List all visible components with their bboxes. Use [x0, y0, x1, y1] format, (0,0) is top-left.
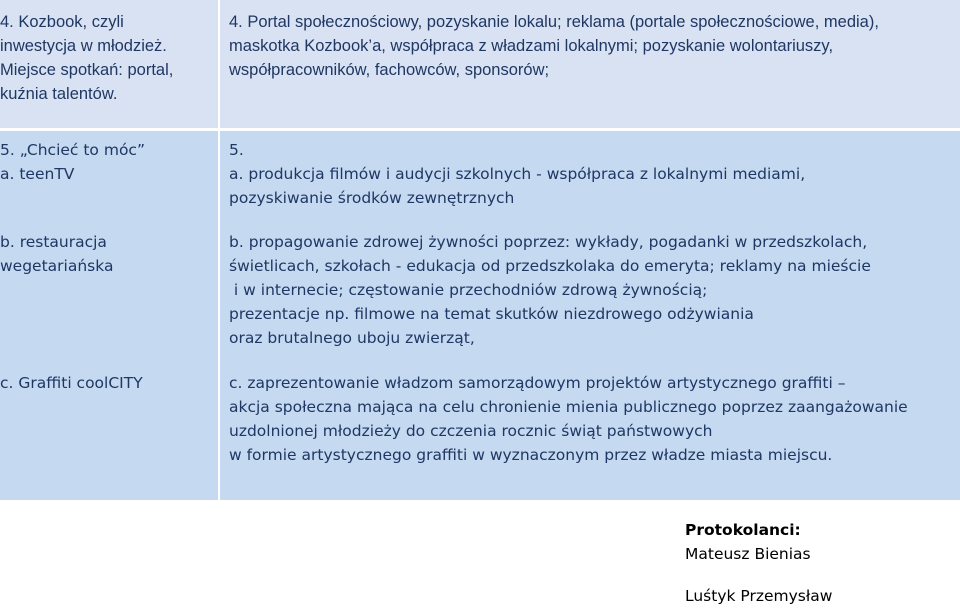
left-item-c-label: c. Graffiti coolCITY [0, 374, 143, 392]
protocol-title: Protokolanci: [685, 521, 801, 539]
row1-left-cell [0, 0, 218, 128]
row1-right-cell [220, 0, 960, 128]
row1-left-line: kuźnia talentów. [0, 85, 118, 103]
right-item-b [220, 230, 960, 350]
right-item-b-line: i w internecie; częstowanie przechodniów zdrową żywnością; [229, 281, 708, 299]
row1-right-line: maskotka Kozbook’a, współpraca z władzami lokalnymi; pozyskanie wolontariuszy, [229, 37, 834, 55]
row1-right-line: 4. Portal społecznościowy, pozyskanie lokalu; reklama (portale społecznościowe, media), [229, 13, 879, 31]
left-item-b [0, 230, 218, 278]
right-item-c-line: akcja społeczna mająca na celu chronienie mienia publicznego poprzez zaangażowanie [229, 398, 908, 416]
left-item-c [0, 371, 218, 395]
right-item-c-line: uzdolnionej młodzieży do czczenia rocznic świąt państwowych [229, 422, 713, 440]
left-item-a-label: a. teenTV [0, 165, 75, 183]
right-item-b-line: świetlicach, szkołach - edukacja od przedszkolaka do emeryta; reklamy na mieście [229, 257, 871, 275]
left-item-5-label: 5. „Chcieć to móc” [0, 141, 145, 159]
protocol-name-1: Mateusz Bienias [685, 545, 811, 563]
row2-right-cell [220, 131, 960, 500]
right-item-a-line: a. produkcja filmów i audycji szkolnych - współpraca z lokalnymi mediami, [229, 165, 806, 183]
right-item-b-line: b. propagowanie zdrowej żywności poprzez: wykłady, pogadanki w przedszkolach, [229, 233, 868, 251]
row1-right-text [220, 10, 960, 82]
protocol-name-2: Luśtyk Przemysław [685, 587, 833, 605]
right-item-b-line: oraz brutalnego uboju zwierząt, [229, 329, 475, 347]
row1-left-text [0, 10, 218, 106]
right-item-c [220, 371, 960, 467]
right-item-5 [220, 138, 960, 210]
row1-left-line: 4. Kozbook, czyli [0, 13, 124, 31]
row1-left-line: inwestycja w młodzież. [0, 37, 167, 55]
left-item-b-line: wegetariańska [0, 257, 114, 275]
left-item-5 [0, 138, 218, 186]
row2-left-cell [0, 131, 218, 500]
left-item-b-line: b. restauracja [0, 233, 107, 251]
right-item-5-label: 5. [229, 141, 244, 159]
right-item-b-line: prezentacje np. filmowe na temat skutków niezdrowego odżywiania [229, 305, 754, 323]
row1-right-line: współpracowników, fachowców, sponsorów; [229, 61, 550, 79]
right-item-c-line: c. zaprezentowanie władzom samorządowym projektów artystycznego graffiti – [229, 374, 846, 392]
right-item-c-line: w formie artystycznego graffiti w wyznaczonym przez władze miasta miejscu. [229, 446, 833, 464]
row1-left-line: Miejsce spotkań: portal, [0, 61, 174, 79]
right-item-a-line: pozyskiwanie środków zewnętrznych [229, 189, 515, 207]
protocol-signatures [685, 518, 955, 608]
